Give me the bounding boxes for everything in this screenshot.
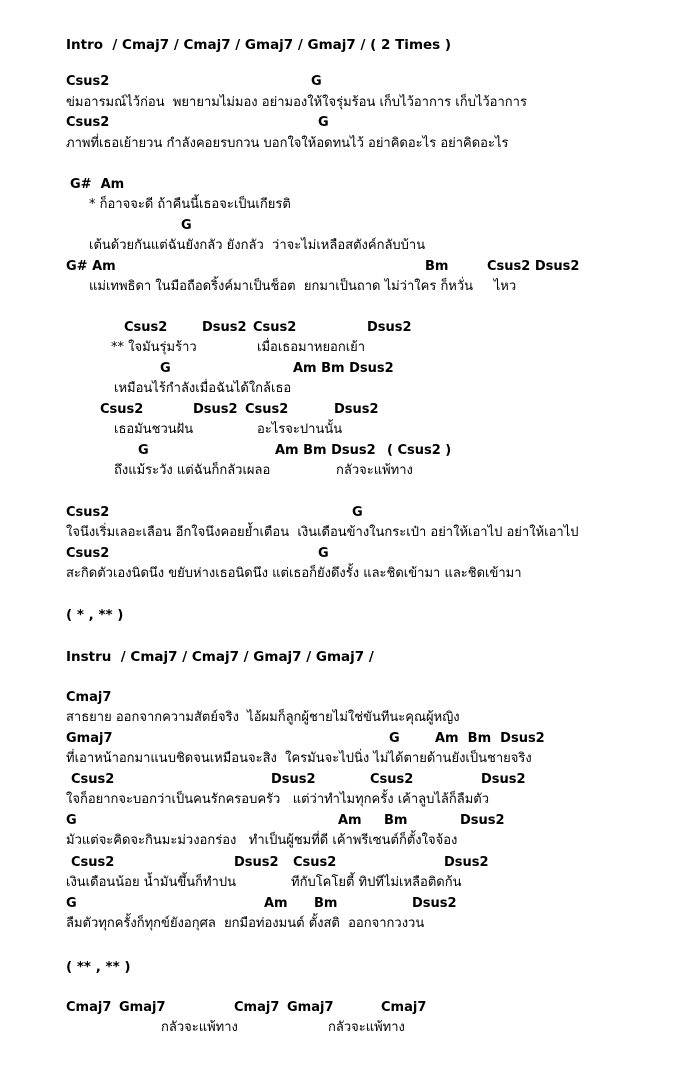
chord: Dsus2 [481,772,526,787]
chord: G [311,74,322,89]
lyric-line: มัวแต่จะคิดจะกินมะม่วงอกร่อง ทำเป็นผู้ชมที่ดี เค้าพรีเซนต์ก็ตั้งใจจ้อง [66,833,458,848]
lyric-line: สะกิดตัวเองนิดนึง ขยับห่างเธอนิดนึง แต่เธอก็ยังดึงรั้ง และชิดเข้ามา และชิดเข้ามา [66,566,522,581]
chord: Gmaj7 [119,1000,166,1015]
lyric-line: ถึงแม้ระวัง แต่ฉันก็กลัวเผลอ [114,463,271,478]
chord: Cmaj7 [381,1000,427,1015]
chord: Dsus2 [412,896,457,911]
chord: Dsus2 [271,772,316,787]
chord: Gmaj7 [287,1000,334,1015]
chord: ( Csus2 ) [387,443,452,458]
lyric-line: เงินเดือนน้อย น้ำมันขึ้นก็ทำปน [66,875,236,890]
chord: Dsus2 [444,855,489,870]
chord: G [318,546,329,561]
lyric-line: เหมือนไร้กำลังเมื่อฉันได้ใกล้เธอ [114,381,292,396]
chord: Csus2 [66,115,110,130]
lyric-line: เมื่อเธอมาหยอกเย้า [257,340,366,355]
lyric-line: เธอมันชวนฝัน [114,422,194,437]
chord: Bm [384,813,408,828]
chord: Dsus2 [234,855,279,870]
lyric-line: แม่เทพธิดา ในมือถือดริ้งค์มาเป็นช็อต ยกมาเป็นถาด ไม่ว่าใคร ก็หวั่น ไหว [89,279,517,294]
repeat-marker: ( * , ** ) [66,607,124,623]
chord: Csus2 [71,772,115,787]
chord: Csus2 [66,546,110,561]
instru-line: Instru / Cmaj7 / Cmaj7 / Gmaj7 / Gmaj7 / [66,649,374,665]
lyric-line: ทีกับโคโยตี้ ทิปทีไม่เหลือติดก้น [291,875,462,890]
chord: G [66,813,77,828]
chord: Bm [314,896,338,911]
chord: Csus2 [124,320,168,335]
chord: G# Am [70,177,125,192]
chord: Csus2 [253,320,297,335]
chord: Am [338,813,362,828]
chord: Am Bm Dsus2 [435,731,545,746]
chord: G [160,361,171,376]
lyric-line: กลัวจะแพ้ทาง [161,1020,238,1035]
chord: Cmaj7 [66,1000,112,1015]
chord: Am Bm Dsus2 [293,361,394,376]
lyric-line: อะไรจะปานนั้น [257,422,343,437]
intro-line: Intro / Cmaj7 / Cmaj7 / Gmaj7 / Gmaj7 / ( 2 Times ) [66,37,452,53]
chord: G [66,896,77,911]
chord: G [181,218,192,233]
chord: G# Am [66,259,116,274]
repeat-marker: ( ** , ** ) [66,959,131,975]
lyric-line: กลัวจะแพ้ทาง [328,1020,405,1035]
lyric-line: สาธยาย ออกจากความสัตย์จริง ไอ้ผมก็ลูกผู้ชายไม่ใช่ขันทีนะคุณผู้หญิง [66,710,460,725]
chord: Csus2 [71,855,115,870]
chord: G [352,505,363,520]
chord: Am [264,896,288,911]
chord: Cmaj7 [234,1000,280,1015]
chord: Csus2 [66,74,110,89]
lyric-line: ** ใจมันรุ่มร้าว [111,340,197,355]
lyric-line: ลืมตัวทุกครั้งก็ทุกข์ยังอกุศล ยกมือท่องมนต์ ตั้งสติ ออกจากวงวน [66,916,425,931]
chord: Am Bm Dsus2 [275,443,376,458]
chord: Csus2 [100,402,144,417]
lyric-line: ภาพที่เธอเย้ายวน กำลังคอยรบกวน บอกใจให้อดทนไว้ อย่าคิดอะไร อย่าคิดอะไร [66,136,509,151]
lyric-line: กลัวจะแพ้ทาง [336,463,413,478]
lyric-line: ข่มอารมณ์ไว้ก่อน พยายามไม่มอง อย่ามองให้ใจรุ่มร้อน เก็บไว้อาการ เก็บไว้อาการ [66,95,527,110]
chord: Csus2 Dsus2 [487,259,580,274]
chord: Dsus2 [367,320,412,335]
chord: Bm [425,259,449,274]
lyric-line: * ก็อาจจะดี ถ้าคืนนี้เธอจะเป็นเกียรติ [89,197,291,212]
chord: G [138,443,149,458]
chord: Dsus2 [202,320,247,335]
chord: Dsus2 [334,402,379,417]
chord: Csus2 [370,772,414,787]
chord: Cmaj7 [66,690,112,705]
chord: G [389,731,400,746]
chord: Csus2 [66,505,110,520]
chord: G [318,115,329,130]
lyric-line: ใจก็อยากจะบอกว่าเป็นคนรักครอบครัว แต่ว่าทำไมทุกครั้ง เค้าลูบไล้ก็ลืมตัว [66,792,490,807]
lyric-line: ที่เอาหน้าอกมาแนบชิดจนเหมือนจะสิง ใครมันจะไปนิ่ง ไม่ได้ตายด้านยังเป็นชายจริง [66,751,532,766]
chord: Dsus2 [193,402,238,417]
lyric-line: เต้นด้วยกันแต่ฉันยังกลัว ยังกลัว ว่าจะไม่เหลือสตังค์กลับบ้าน [89,238,426,253]
chord: Csus2 [245,402,289,417]
chord: Csus2 [293,855,337,870]
chord: Dsus2 [460,813,505,828]
lyric-line: ใจนึงเริ่มเลอะเลือน อีกใจนึงคอยย้ำเตือน เงินเดือนข้างในกระเป๋า อย่าให้เอาไป อย่าให้เอาไป [66,525,579,540]
chord: Gmaj7 [66,731,113,746]
